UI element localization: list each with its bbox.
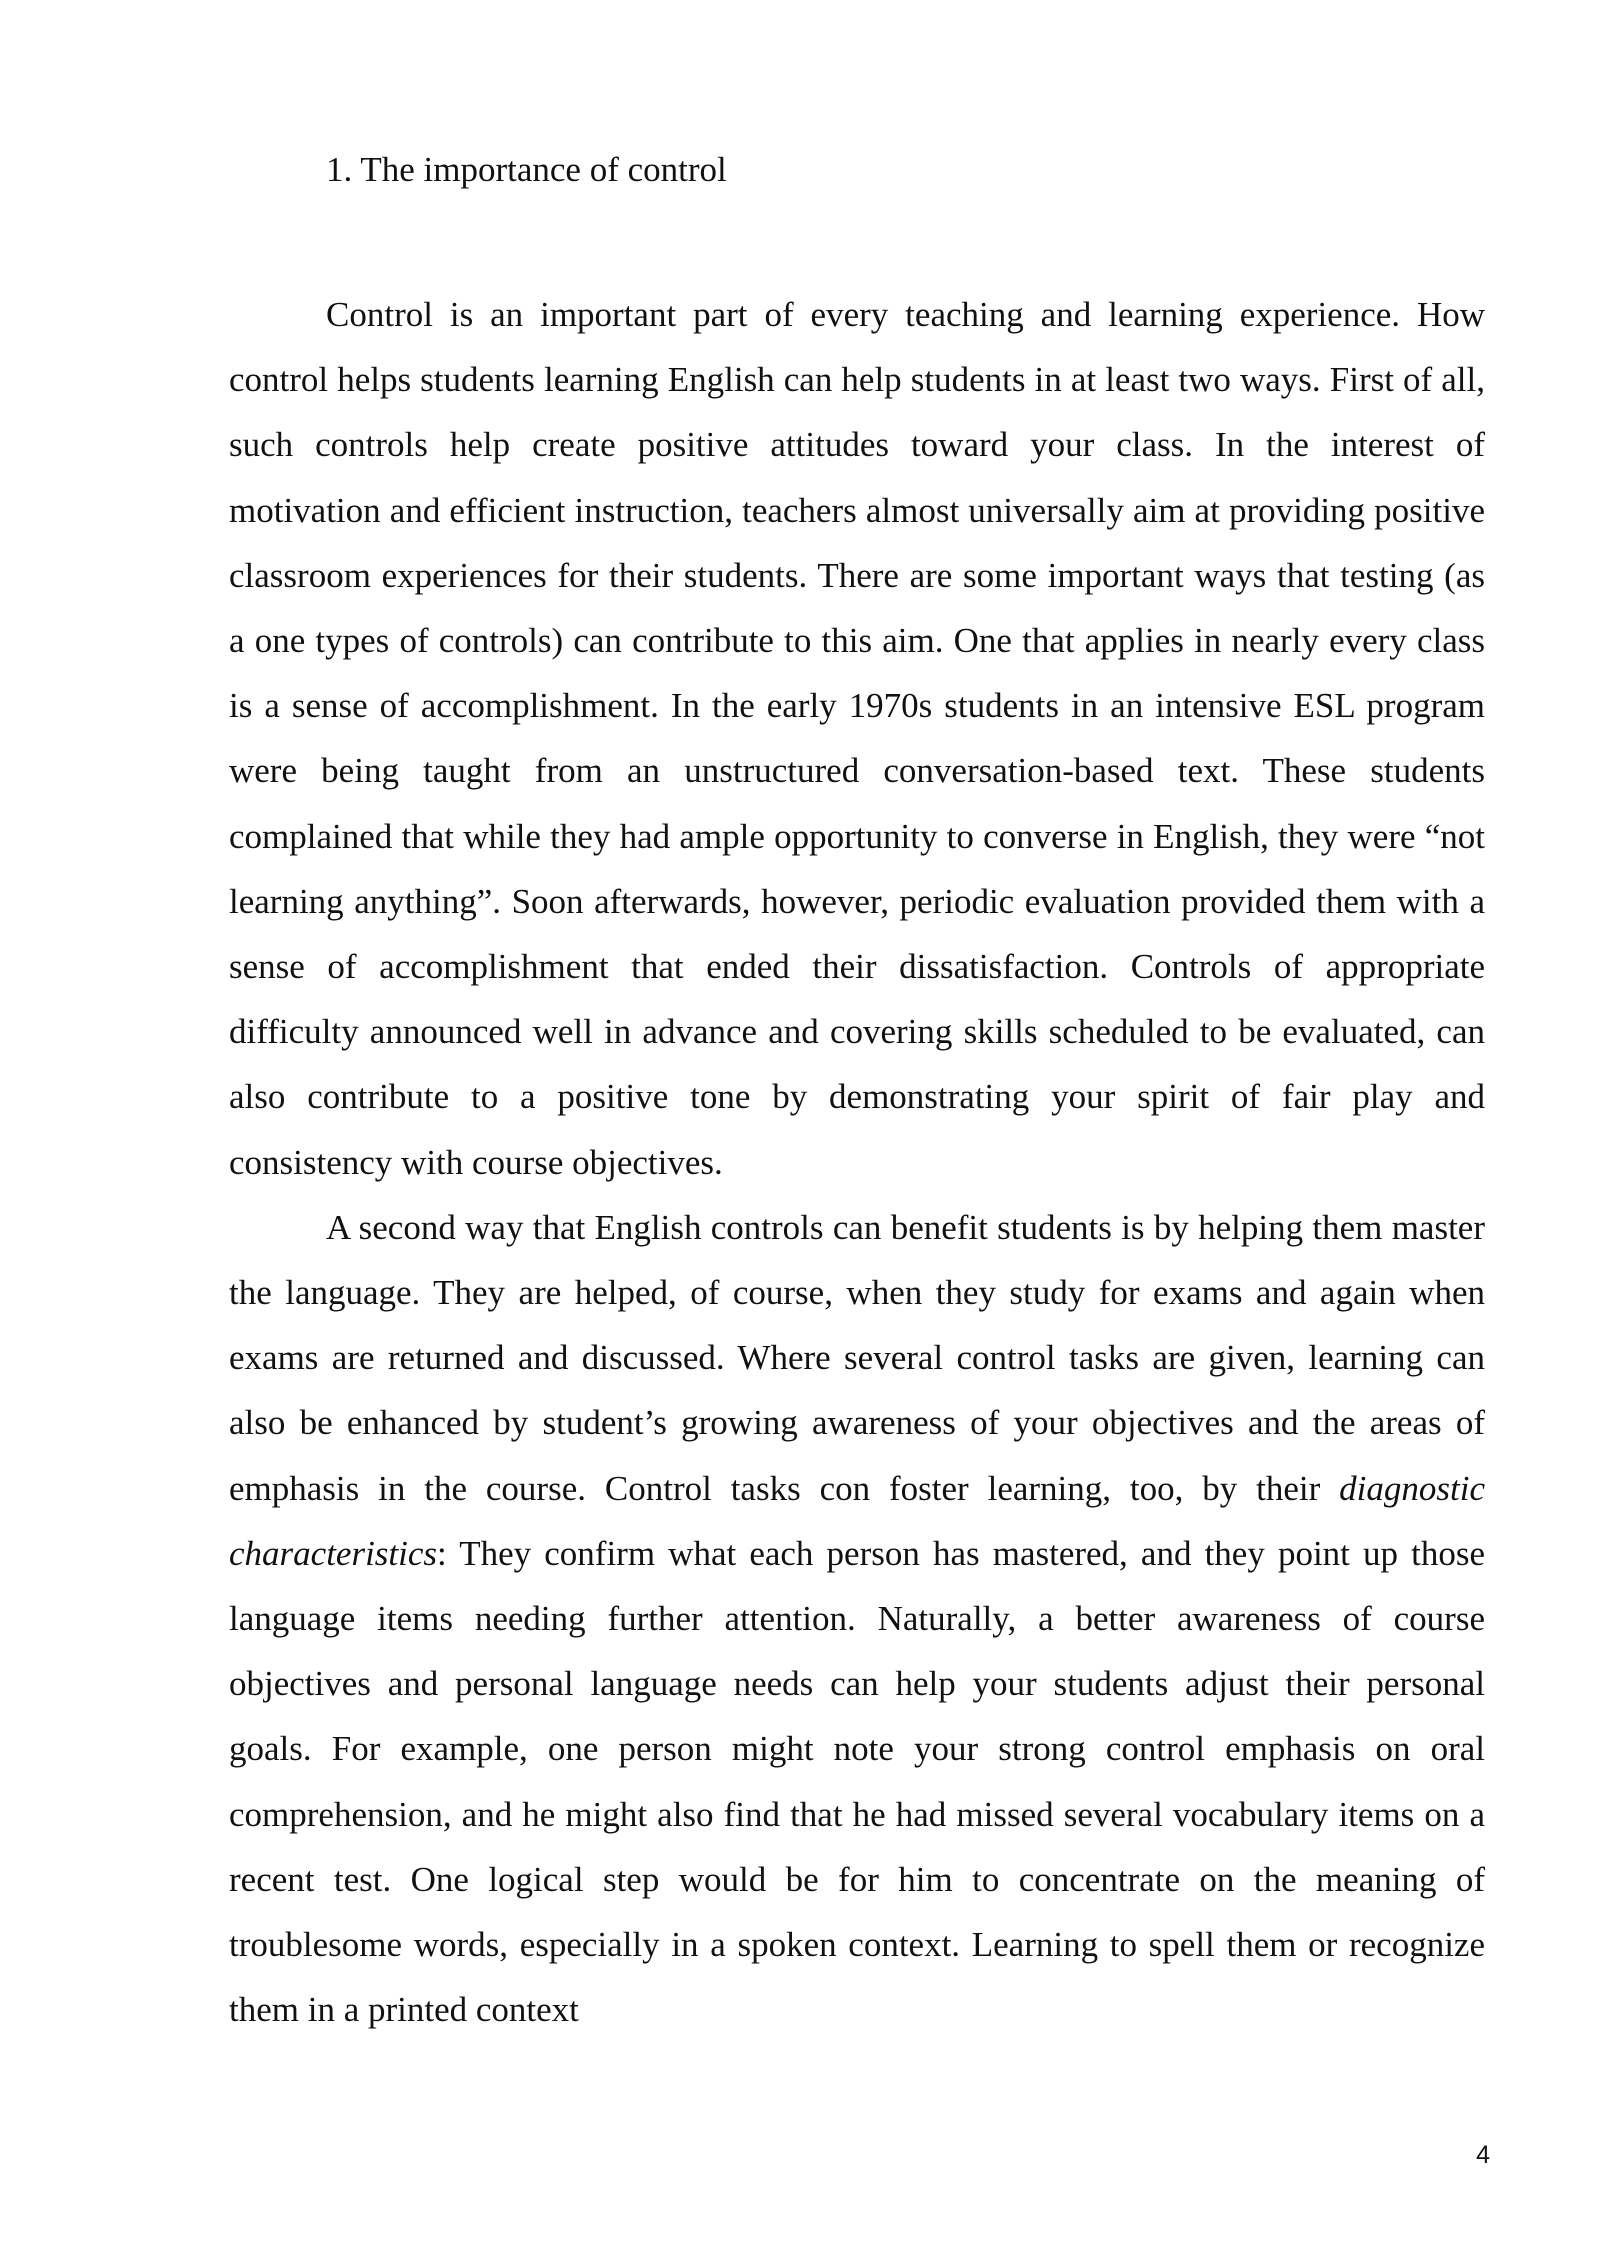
body-text	[229, 282, 1485, 2042]
paragraph-2-text-start: A second way that English controls can benefit students is by helping them master the language. They are helped, of course, when they study for exams and again when exams are returned and discussed. Where several control tasks are given, learning can also be enhanced by student’s growing awareness of your objectives and the areas of emphasis in the course. Control tasks con foster learning, too, by their	[229, 1207, 1485, 1508]
paragraph-1: Control is an important part of every teaching and learning experience. How control helps students learning English can help students in at least two ways. First of all, such controls help create positive attitudes toward your class. In the interest of motivation and efficient instruction, teachers almost universally aim at providing positive classroom experiences for their students. There are some important ways that testing (as a one types of controls) can contribute to this aim. One that applies in nearly every class is a sense of accomplishment. In the early 1970s students in an intensive ESL program were being taught from an unstructured conversation-based text. These students complained that while they had ample opportunity to converse in English, they were “not learning anything”. Soon afterwards, however, periodic evaluation provided them with a sense of accomplishment that ended their dissatisfaction. Controls of appropriate difficulty announced well in advance and covering skills scheduled to be evaluated, can also contribute to a positive tone by demonstrating your spirit of fair play and consistency with course objectives.	[229, 295, 1485, 1182]
paragraph-2-text-end: : They confirm what each person has mastered, and they point up those language items needing further attention. Naturally, a better awareness of course objectives and personal language needs can help your students adjust their personal goals. For example, one person might note your strong control emphasis on oral comprehension, and he might also find that he had missed several vocabulary items on a recent test. One logical step would be for him to concentrate on the meaning of troublesome words, especially in a spoken context. Learning to spell them or recognize them in a printed context	[229, 1533, 1485, 2030]
italic-phrase: diagnostic characteristics	[229, 1468, 1485, 1573]
paragraph-2	[229, 1195, 1485, 2043]
section-heading: 1. The importance of control	[326, 150, 727, 189]
page-number: 4	[1476, 2141, 1490, 2169]
